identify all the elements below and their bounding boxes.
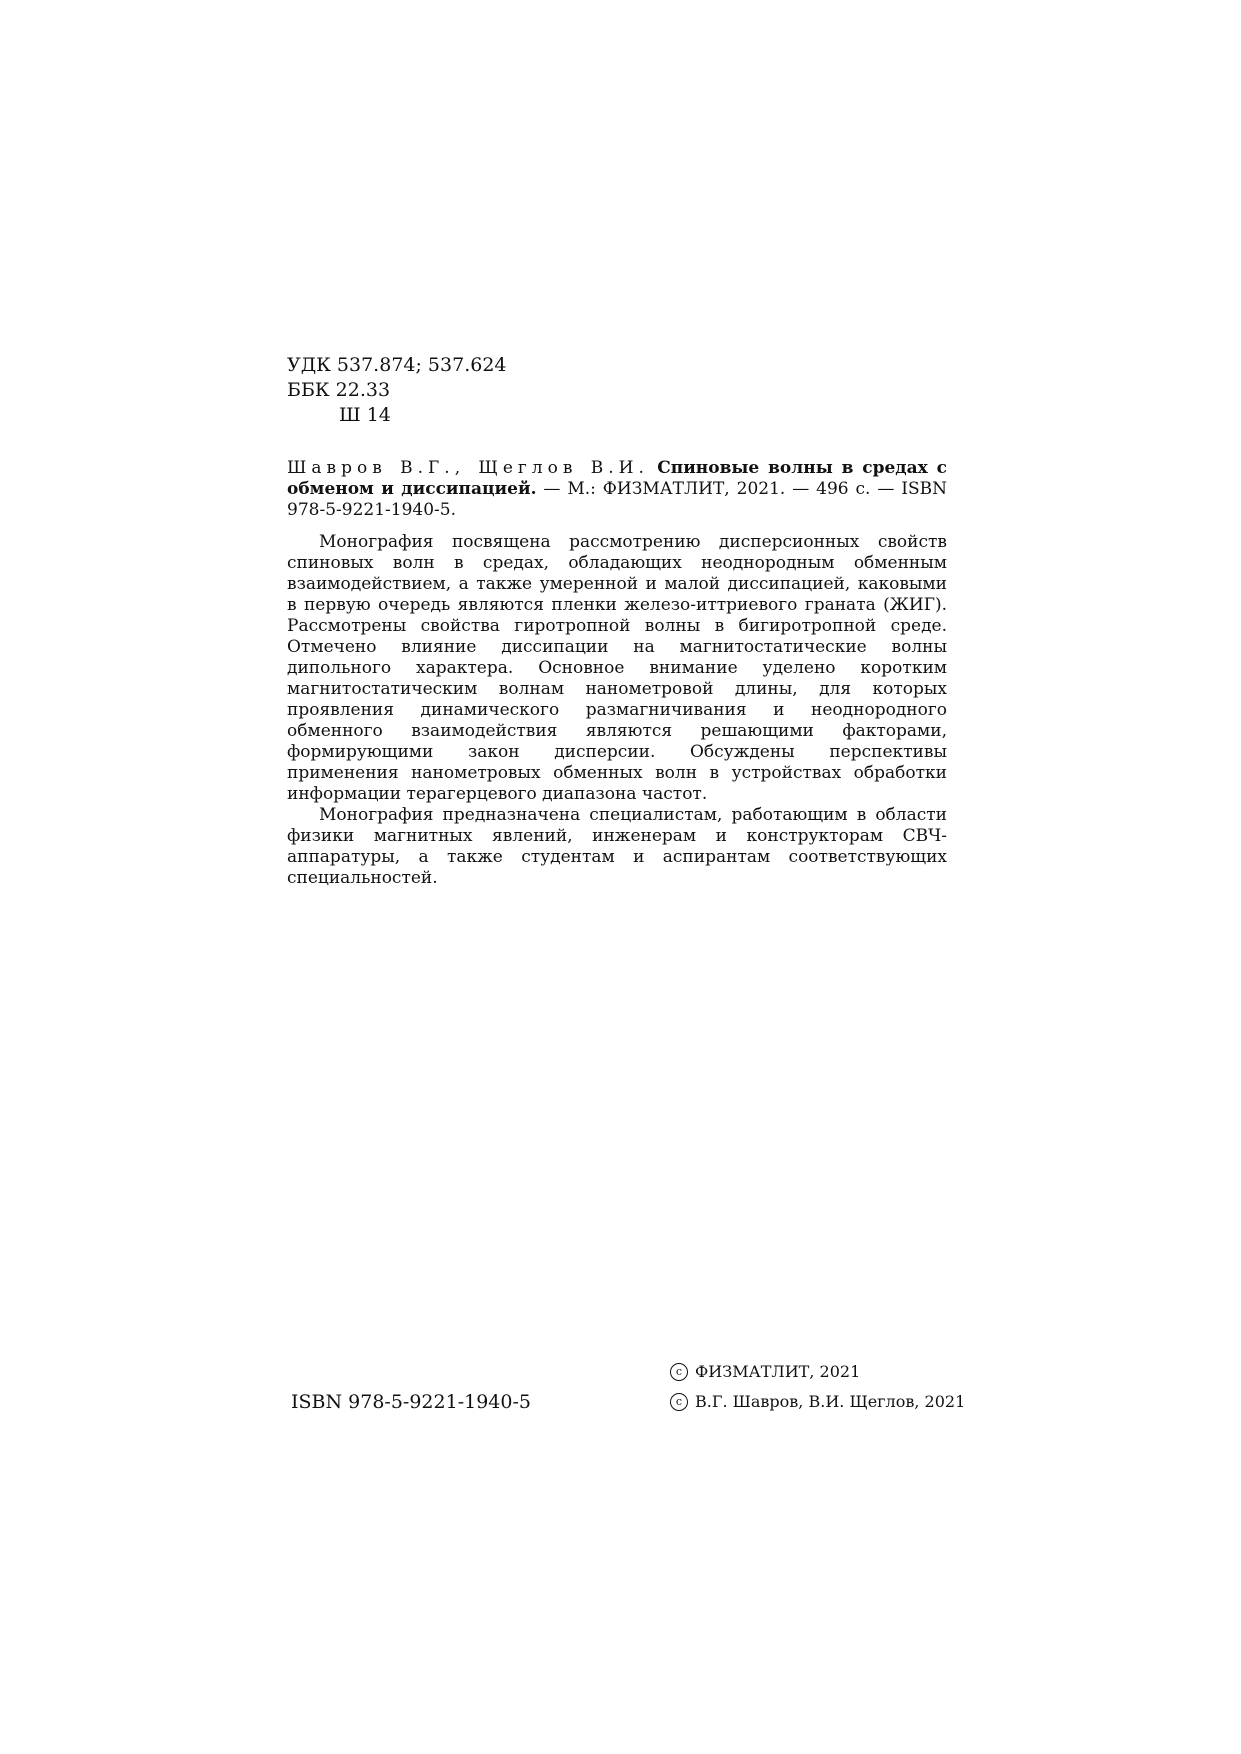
bibliographic-citation bbox=[287, 458, 947, 521]
citation-authors: Шавров В.Г., Щеглов В.И. bbox=[287, 458, 649, 478]
abstract-paragraph: Монография посвящена рассмотрению дисперсионных свойств спиновых волн в средах, обладающих неоднородным обменным взаимодействием, а также умеренной и малой диссипацией, каковыми в первую очередь являются пленки железо-иттриевого граната (ЖИГ). Рассмотрены свойства гиротропной волны в бигиротропной среде. Отмечено влияние диссипации на магнитостатические волны дипольного характера. Основное внимание уделено коротким магнитостатическим волнам нанометровой длины, для которых проявления динамического размагничивания и неоднородного обменного взаимодействия являются решающими факторами, формирующими закон дисперсии. Обсуждены перспективы применения нанометровых обменных волн в устройствах обработки информации терагерцевого диапазона частот. bbox=[287, 532, 947, 804]
copyright-publisher-line bbox=[670, 1357, 965, 1387]
classification-block bbox=[287, 353, 507, 428]
copyright-publisher: ФИЗМАТЛИТ, 2021 bbox=[695, 1362, 861, 1381]
bbk-code: ББК 22.33 bbox=[287, 379, 391, 401]
audience-paragraph: Монография предназначена специалистам, работающим в области физики магнитных явлений, инженерам и конструкторам СВЧ-аппаратуры, а также студентам и аспирантам соответствующих специальностей. bbox=[287, 805, 947, 888]
citation-imprint: — М.: ФИЗМАТЛИТ, 2021. — 496 с. — ISBN 978-5-9221-1940-5. bbox=[287, 479, 947, 520]
copyright-authors: В.Г. Шавров, В.И. Щеглов, 2021 bbox=[695, 1392, 966, 1411]
author-mark: Ш 14 bbox=[339, 404, 391, 426]
isbn: ISBN 978-5-9221-1940-5 bbox=[291, 1391, 531, 1413]
copyright-icon: c bbox=[670, 1363, 688, 1381]
copyright-block bbox=[670, 1357, 965, 1417]
copyright-authors-line bbox=[670, 1387, 965, 1417]
abstract bbox=[287, 532, 947, 889]
udk-code: УДК 537.874; 537.624 bbox=[287, 354, 507, 376]
citation-title: Спиновые волны в средах с обменом и диссипацией. bbox=[287, 458, 947, 499]
copyright-icon: c bbox=[670, 1393, 688, 1411]
